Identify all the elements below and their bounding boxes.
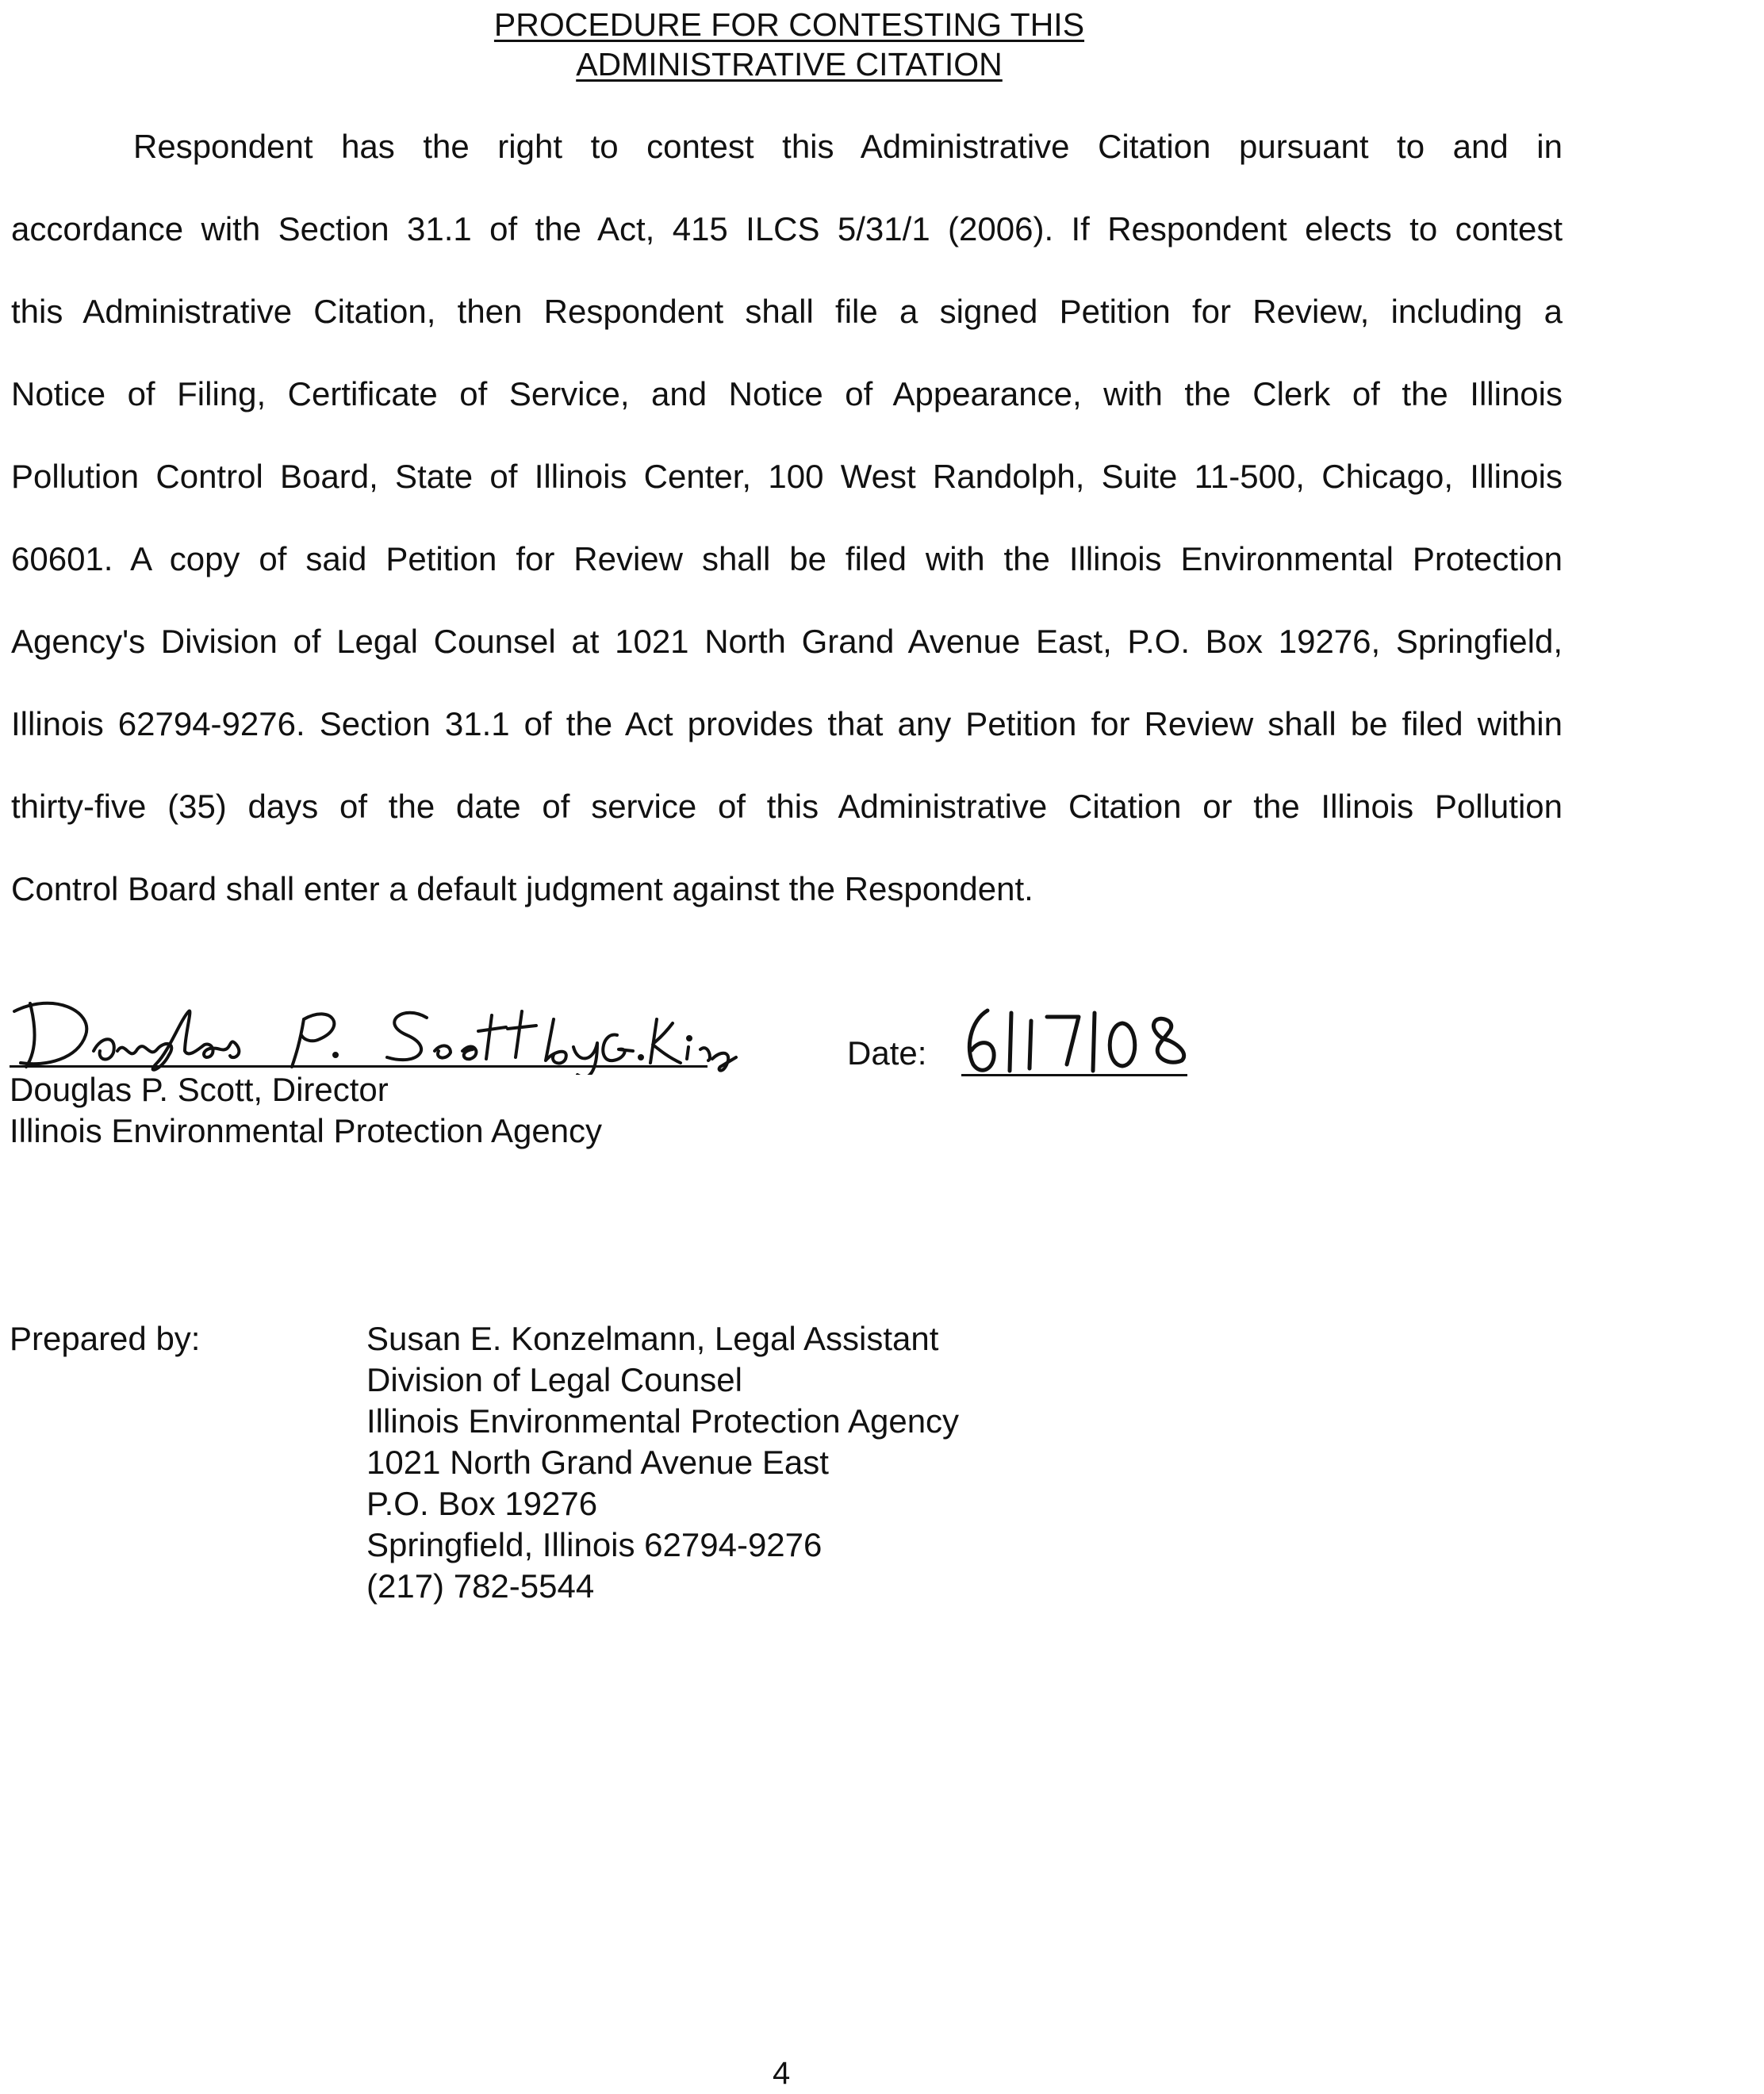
handwritten-date — [956, 1001, 1194, 1076]
date-label: Date: — [847, 1034, 927, 1072]
body-line: Illinois 62794-9276. Section 31.1 of the Act provides that any Petition for Review shall be filed within — [11, 705, 1563, 742]
preparer-line: Division of Legal Counsel — [366, 1361, 742, 1398]
handwritten-signature — [6, 988, 744, 1075]
signatory-name: Douglas P. Scott, Director — [10, 1071, 389, 1108]
page-number: 4 — [773, 2056, 791, 2091]
body-line: this Administrative Citation, then Respondent shall file a signed Petition for Review, including a — [11, 293, 1563, 330]
heading-line-2: ADMINISTRATIVE CITATION — [576, 46, 1003, 82]
signatory-agency: Illinois Environmental Protection Agency — [10, 1112, 603, 1149]
preparer-line: Illinois Environmental Protection Agency — [366, 1402, 960, 1440]
body-line: Agency's Division of Legal Counsel at 1021 North Grand Avenue East, P.O. Box 19276, Springfield, — [11, 623, 1563, 660]
body-line: Respondent has the right to contest this Administrative Citation pursuant to and in — [133, 128, 1563, 165]
signature-line — [10, 1065, 708, 1068]
heading-line-1: PROCEDURE FOR CONTESTING THIS — [493, 6, 1085, 43]
body-line: 60601. A copy of said Petition for Review shall be filed with the Illinois Environmental Protection — [11, 540, 1563, 577]
preparer-line: P.O. Box 19276 — [366, 1485, 598, 1522]
date-line — [961, 1074, 1187, 1076]
body-line: Notice of Filing, Certificate of Service, and Notice of Appearance, with the Clerk of the Illinois — [11, 375, 1563, 412]
body-line: thirty-five (35) days of the date of service of this Administrative Citation or the Illinois Pollution — [11, 788, 1563, 825]
body-line: Control Board shall enter a default judgment against the Respondent. — [11, 870, 1033, 907]
preparer-line: 1021 North Grand Avenue East — [366, 1444, 829, 1481]
preparer-line: Susan E. Konzelmann, Legal Assistant — [366, 1320, 939, 1357]
preparer-line: Springfield, Illinois 62794-9276 — [366, 1526, 823, 1563]
preparer-line: (217) 782-5544 — [366, 1567, 595, 1605]
body-line: accordance with Section 31.1 of the Act, 415 ILCS 5/31/1 (2006). If Respondent elects to contest — [11, 210, 1563, 247]
body-line: Pollution Control Board, State of Illinois Center, 100 West Randolph, Suite 11-500, Chicago, Illinois — [11, 458, 1563, 495]
prepared-by-label: Prepared by: — [10, 1320, 201, 1357]
